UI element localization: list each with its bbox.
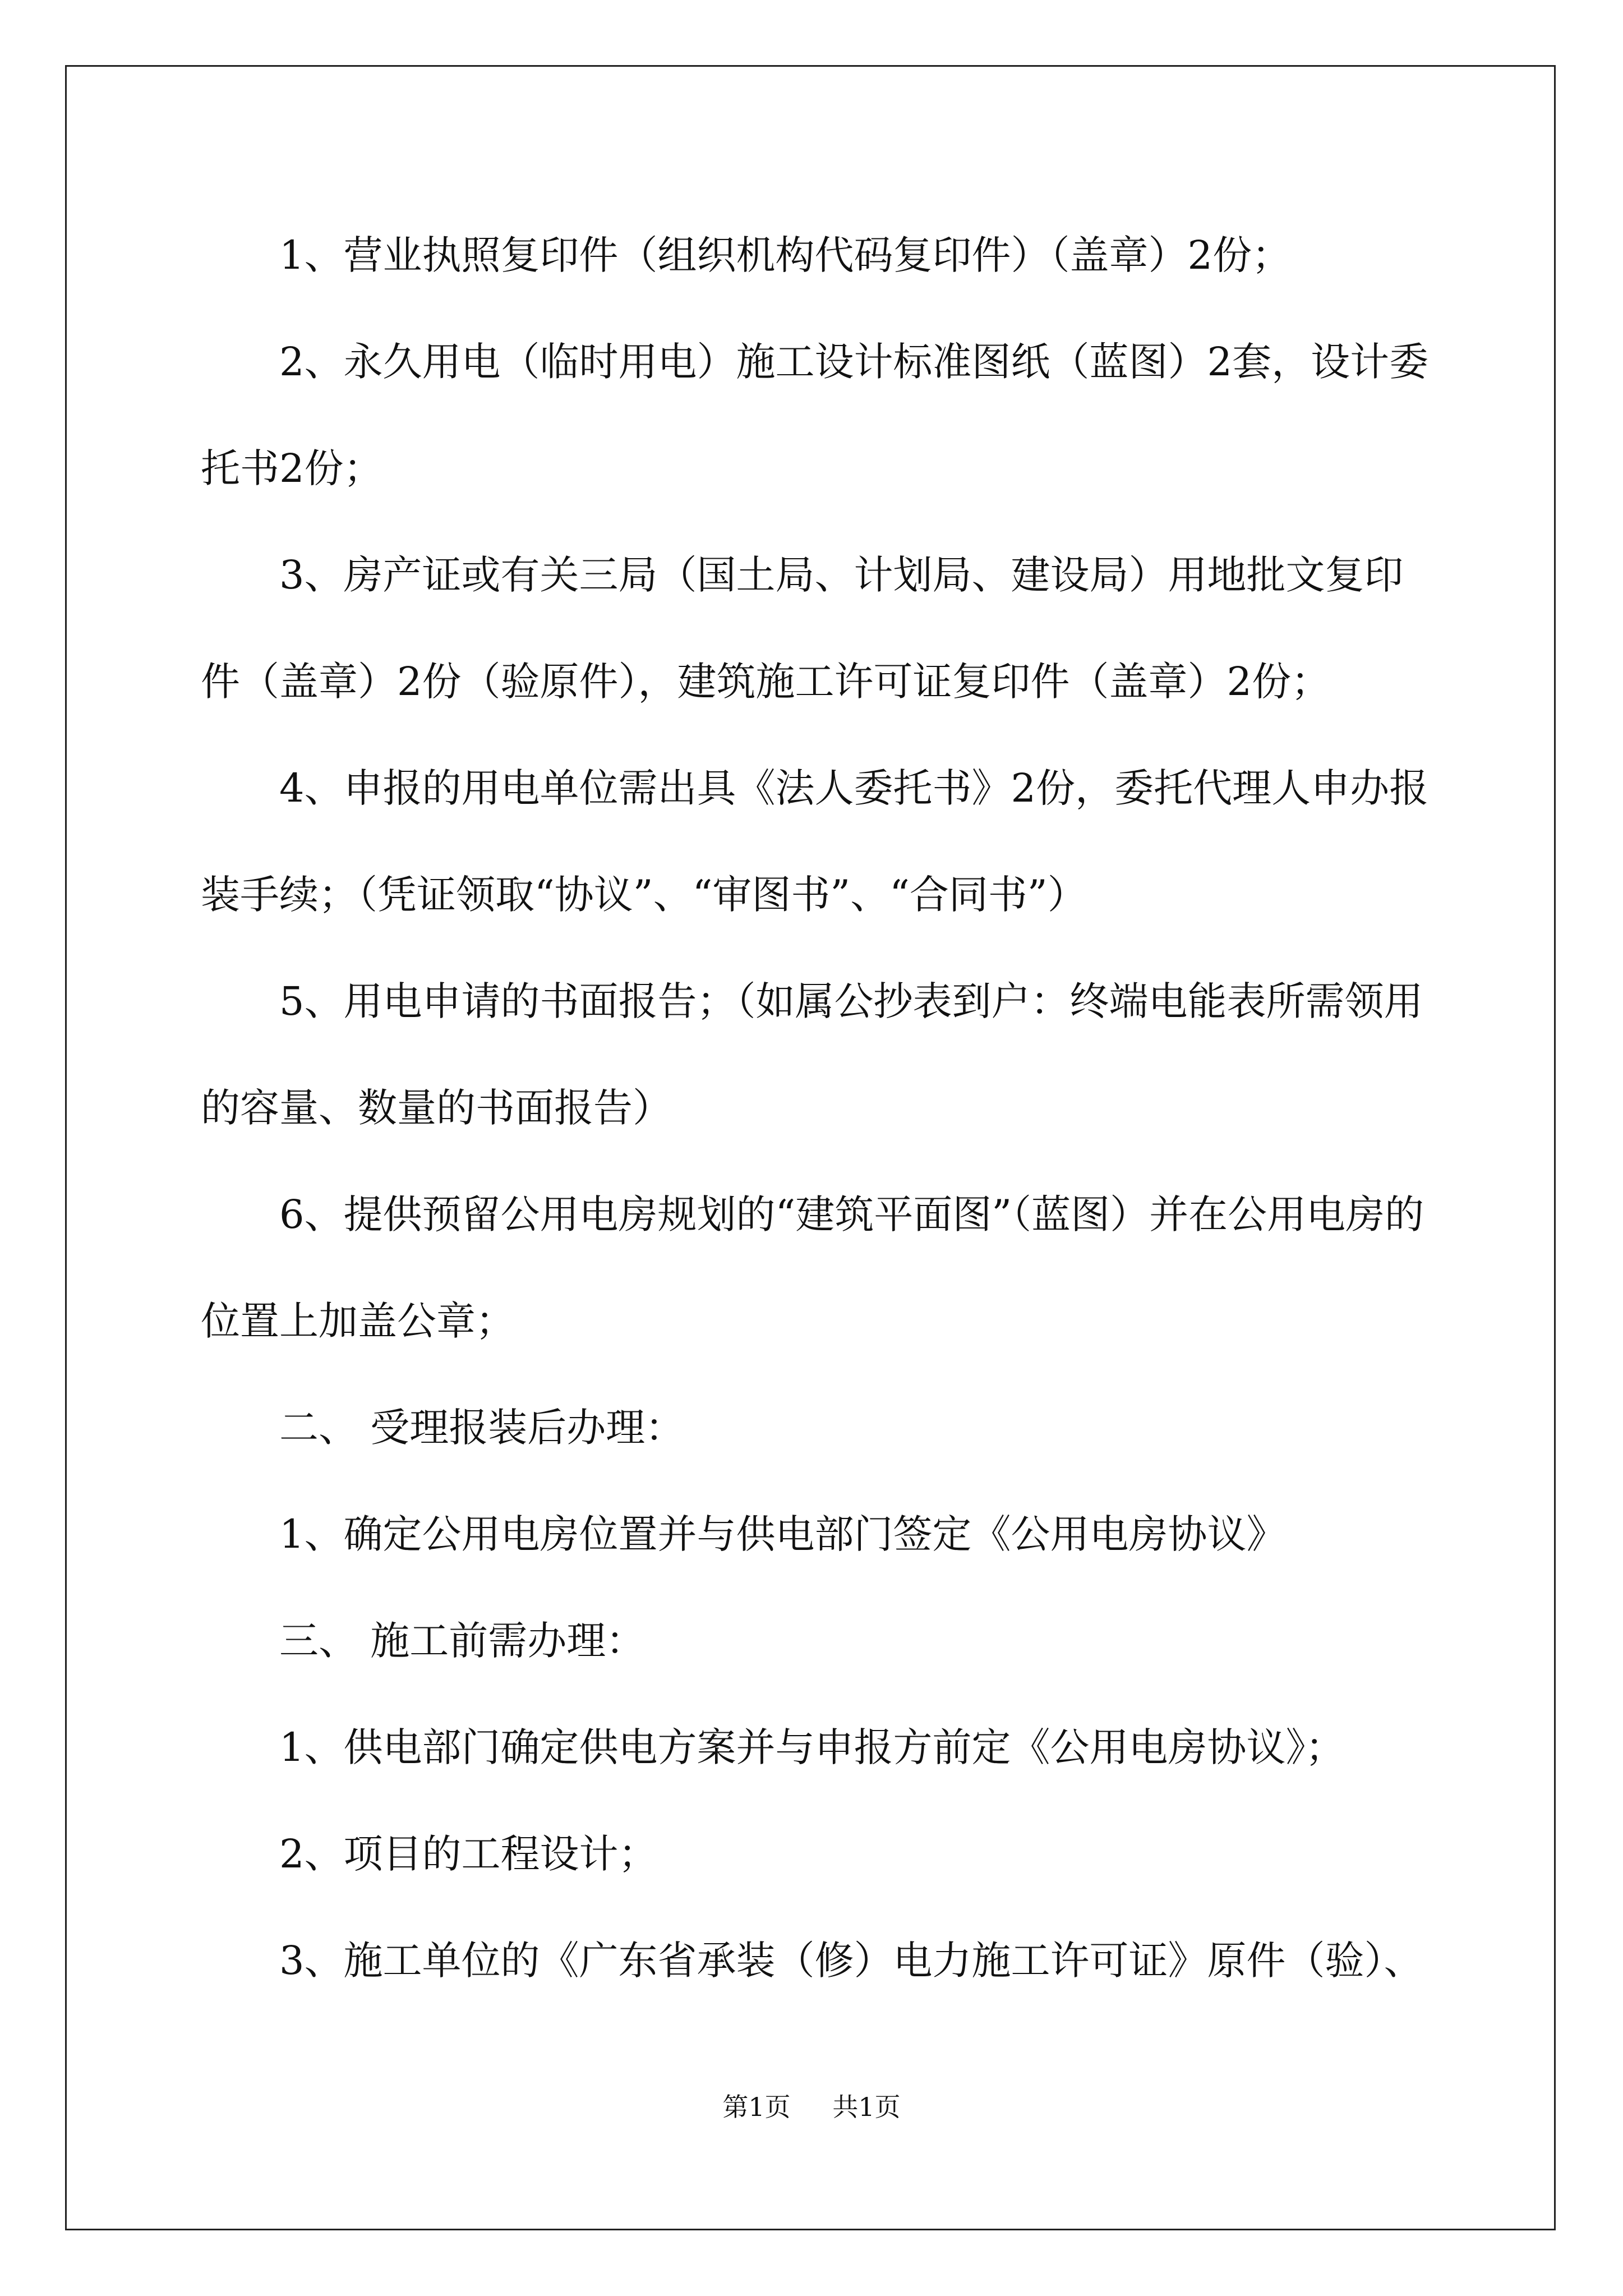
paragraph-item-3-1: 1、供电部门确定供电方案并与申报方前定《公用电房协议》； (279, 1724, 1345, 1770)
paragraph-item-3-2: 2、项目的工程设计； (279, 1831, 658, 1877)
paragraph-item-3: 3、房产证或有关三局（国土局、计划局、建设局）用地批文复印件（盖章）2份（验原件），建筑施工许可证复印件（盖章）2份； (201, 552, 1404, 705)
paragraph-item-2: 2、永久用电（临时用电）施工设计标准图纸（蓝图）2套，设计委托书2份； (201, 339, 1429, 491)
paragraph-item-2-1: 1、确定公用电房位置并与供电部门签定《公用电房协议》 (279, 1511, 1286, 1557)
paragraph-item-4: 4、申报的用电单位需出具《法人委托书》2份，委托代理人申办报装手续；（凭证领取“协议”、“审图书”、“合同书”） (201, 765, 1429, 918)
document-body (201, 202, 1435, 2014)
paragraph-item-3-3: 3、施工单位的《广东省承装（修）电力施工许可证》原件（验）、 (279, 1938, 1423, 1984)
page-total: 共1页 (832, 2092, 901, 2122)
page-number: 第1页 (722, 2092, 791, 2122)
section-heading-3: 三、 施工前需办理： (279, 1618, 645, 1664)
page-footer (0, 2087, 1623, 2124)
paragraph-item-6: 6、提供预留公用电房规划的“建筑平面图”（蓝图）并在公用电房的位置上加盖公章； (201, 1191, 1424, 1344)
section-heading-2: 二、 受理报装后办理： (279, 1405, 685, 1451)
paragraph-item-1: 1、营业执照复印件（组织机构代码复印件）（盖章）2份； (279, 232, 1292, 278)
paragraph-item-5: 5、用电申请的书面报告；（如属公抄表到户：终端电能表所需领用的容量、数量的书面报告） (201, 978, 1423, 1131)
